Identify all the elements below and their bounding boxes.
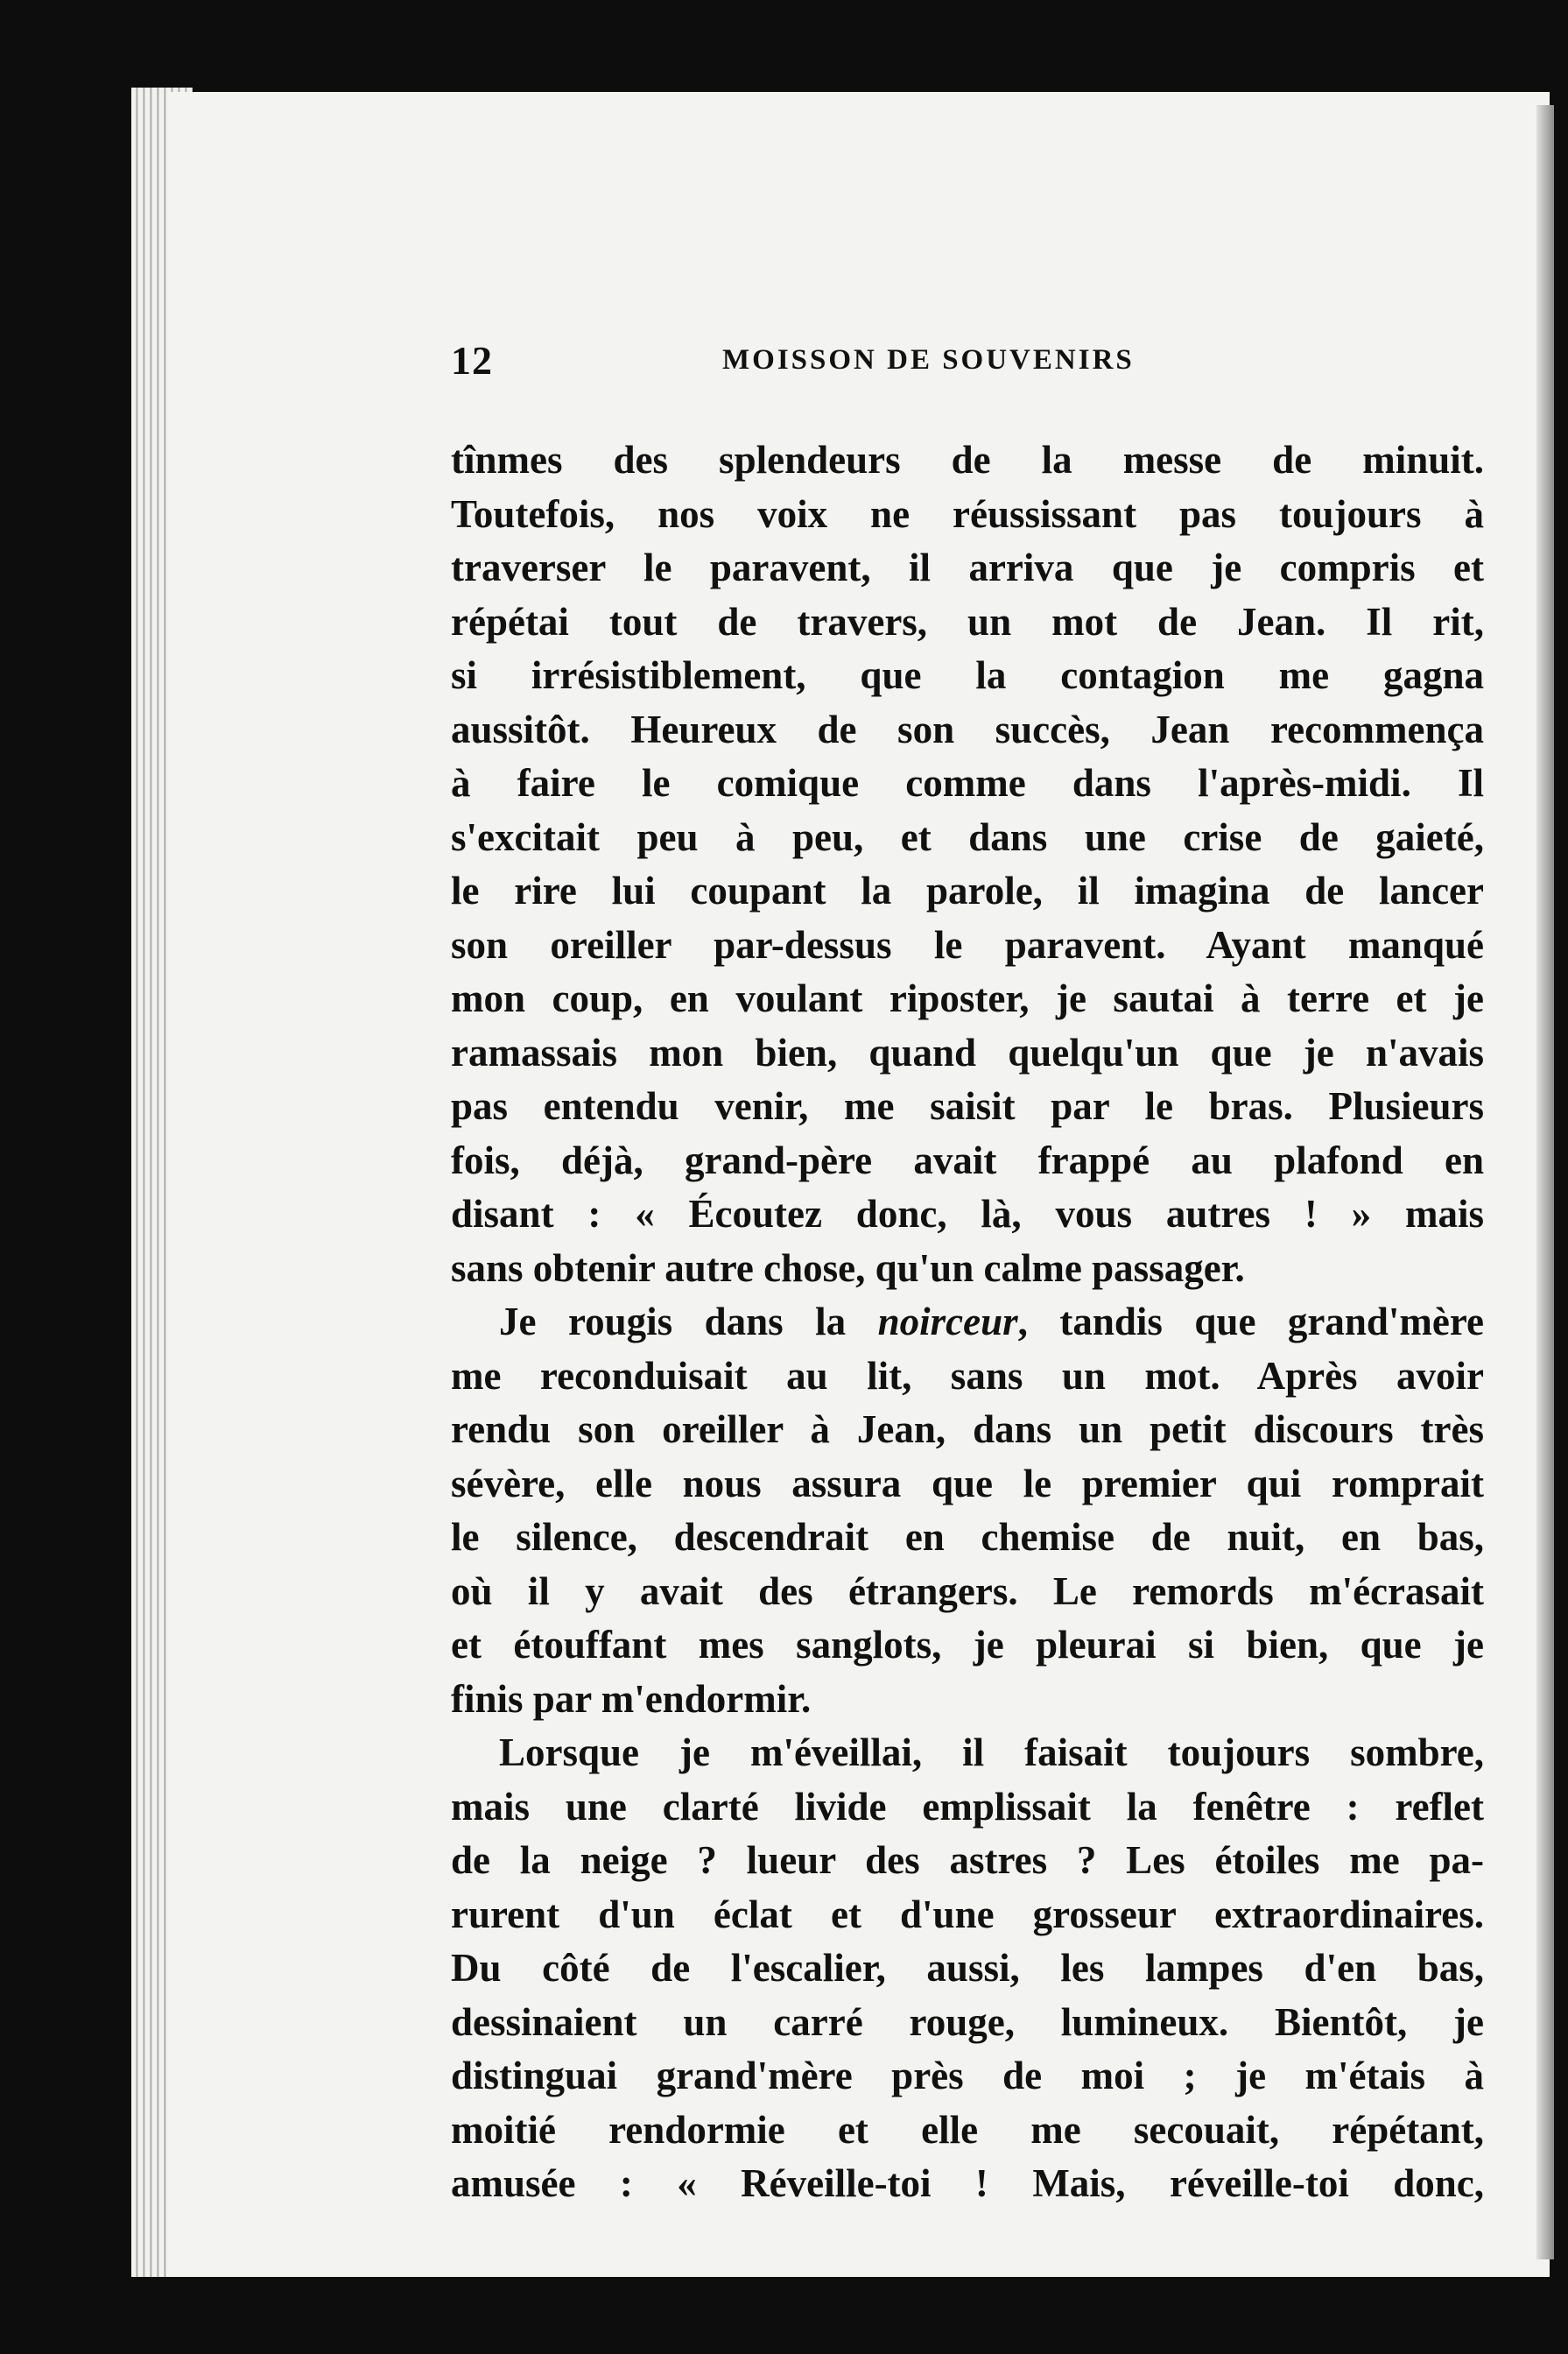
text-line: amusée : « Réveille-toi ! Mais, réveille-toi donc, (451, 2161, 1484, 2205)
text-line: répétai tout de travers, un mot de Jean. Il rit, (451, 599, 1484, 644)
paragraph-start-line (451, 1295, 1484, 1350)
text-line: disant : « Écoutez donc, là, vous autres ! » mais (451, 1192, 1484, 1236)
text-line: me reconduisait au lit, sans un mot. Après avoir (451, 1353, 1484, 1398)
italic-word: noirceur (877, 1300, 1018, 1343)
text-line: à faire le comique comme dans l'après-midi. Il (451, 761, 1484, 805)
paragraph-start-line: Lorsque je m'éveillai, il faisait toujours sombre, (499, 1730, 1484, 1774)
text-line: traverser le paravent, il arriva que je compris et (451, 546, 1484, 589)
text-segment: Je rougis dans la (499, 1300, 847, 1343)
text-line: tînmes des splendeurs de la messe de minuit. (451, 438, 1484, 482)
text-line: s'excitait peu à peu, et dans une crise de gaieté, (451, 814, 1484, 859)
text-line: où il y avait des étrangers. Le remords m'écrasait (451, 1568, 1484, 1613)
text-line: rurent d'un éclat et d'une grosseur extraordinaires. (451, 1892, 1484, 1936)
page-number: 12 (451, 338, 493, 383)
paragraph-end-line: finis par m'endormir. (451, 1676, 812, 1721)
body-text (451, 433, 1484, 2211)
text-line: dessinaient un carré rouge, lumineux. Bientôt, je (451, 1999, 1484, 2044)
text-line: de la neige ? lueur des astres ? Les étoiles me pa- (451, 1838, 1484, 1882)
text-line: mais une clarté livide emplissait la fenêtre : reflet (451, 1784, 1484, 1829)
text-line: si irrésistiblement, que la contagion me gagna (451, 653, 1484, 697)
text-line: mon coup, en voulant riposter, je sautai à terre et je (451, 976, 1484, 1020)
text-line: fois, déjà, grand-père avait frappé au plafond en (451, 1138, 1484, 1182)
paragraph-end-line: sans obtenir autre chose, qu'un calme passager. (451, 1245, 1245, 1290)
text-line: distinguai grand'mère près de moi ; je m'étais à (451, 2054, 1484, 2097)
text-line: moitié rendormie et elle me secouait, répétant, (451, 2107, 1484, 2152)
text-line: sévère, elle nous assura que le premier qui romprait (451, 1461, 1484, 1505)
text-line: le rire lui coupant la parole, il imagina de lancer (451, 869, 1484, 913)
running-title: MOISSON DE SOUVENIRS (722, 344, 1135, 376)
text-line: et étouffant mes sanglots, je pleurai si bien, que je (451, 1623, 1484, 1667)
text-line: Toutefois, nos voix ne réussissant pas toujours à (451, 491, 1484, 536)
text-line: Du côté de l'escalier, aussi, les lampes d'en bas, (451, 1946, 1484, 1990)
text-line: rendu son oreiller à Jean, dans un petit discours très (451, 1407, 1484, 1451)
text-segment: , tandis que grand'mère (1017, 1300, 1484, 1343)
text-line: aussitôt. Heureux de son succès, Jean recommença (451, 707, 1484, 751)
text-line: ramassais mon bien, quand quelqu'un que je n'avais (451, 1030, 1484, 1075)
text-line: le silence, descendrait en chemise de nuit, en bas, (451, 1515, 1484, 1559)
text-line: son oreiller par-dessus le paravent. Ayant manqué (451, 922, 1484, 967)
page-right-edge (1536, 105, 1554, 2259)
text-line: pas entendu venir, me saisit par le bras. Plusieurs (451, 1084, 1484, 1128)
running-head (451, 337, 1484, 390)
